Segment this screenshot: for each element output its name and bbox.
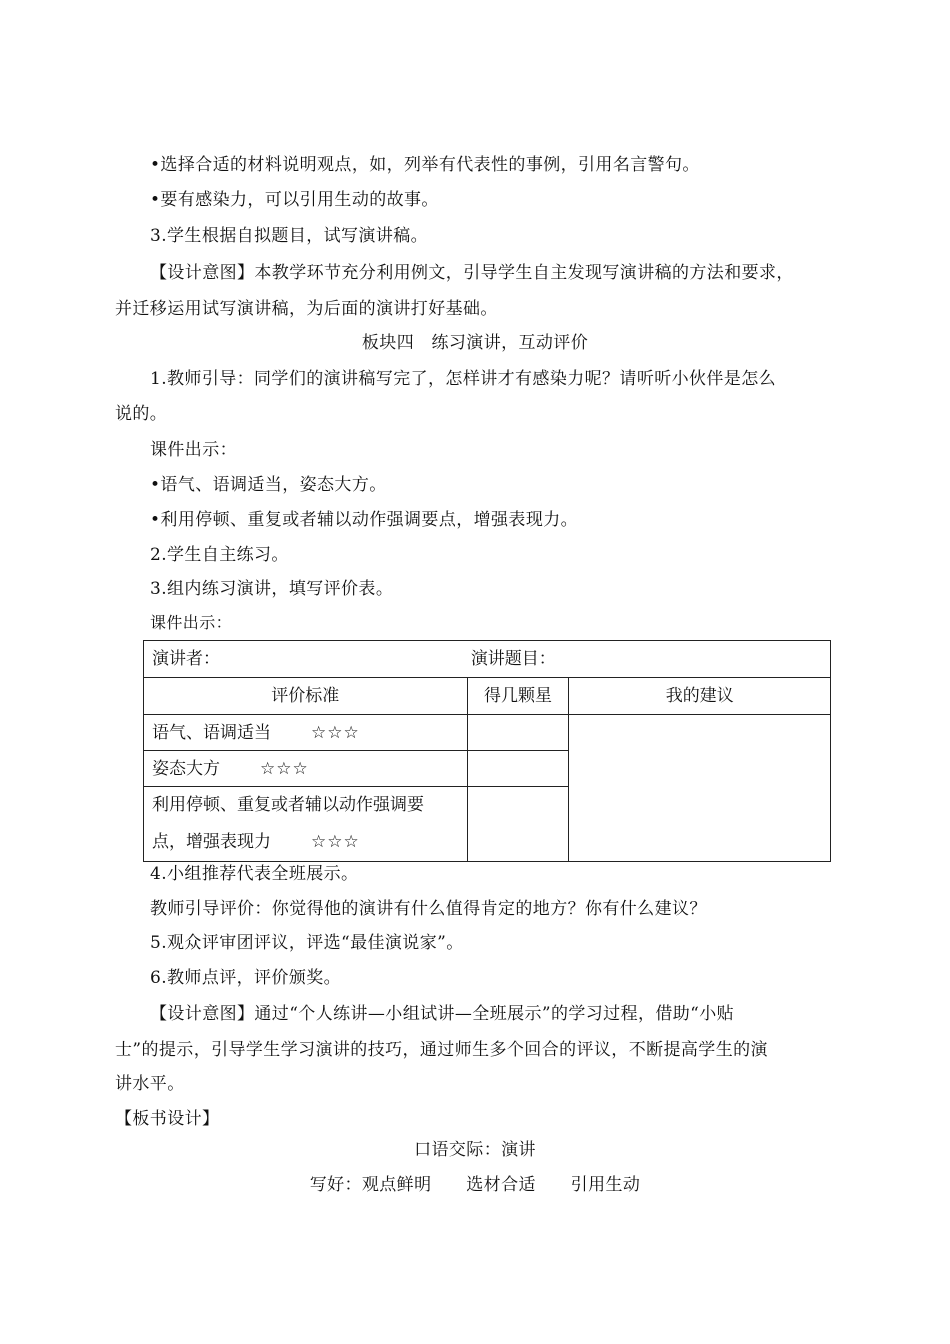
column-stars: 得几颗星 bbox=[467, 678, 569, 715]
board-title: 口语交际：演讲 bbox=[414, 1140, 536, 1160]
column-criteria: 评价标准 bbox=[144, 678, 468, 715]
suggestion-cell bbox=[569, 715, 831, 862]
step-6-award: 6.教师点评，评价颁奖。 bbox=[150, 968, 342, 988]
evaluation-table bbox=[143, 640, 831, 862]
design-intent-2-line3: 讲水平。 bbox=[115, 1074, 185, 1094]
stars-cell bbox=[467, 715, 569, 751]
teacher-guide-line1: 1.教师引导：同学们的演讲稿写完了，怎样讲才有感染力呢？请听听小伙伴是怎么 bbox=[150, 369, 777, 389]
design-intent-2-line1: 【设计意图】通过“个人练讲—小组试讲—全班展示”的学习过程，借助“小贴 bbox=[150, 1004, 735, 1024]
step-4-showcase: 4.小组推荐代表全班展示。 bbox=[150, 864, 359, 884]
step-5-audience: 5.观众评审团评议，评选“最佳演说家”。 bbox=[150, 933, 464, 953]
table-header-row bbox=[144, 641, 831, 678]
criterion-text: 点，增强表现力 bbox=[152, 832, 271, 852]
star-rating: ☆☆☆ bbox=[311, 722, 360, 743]
teacher-guide-line2: 说的。 bbox=[115, 404, 168, 424]
step-2-practice: 2.学生自主练习。 bbox=[150, 545, 289, 565]
step-3-group: 3.组内练习演讲，填写评价表。 bbox=[150, 579, 394, 599]
criterion-pause bbox=[144, 787, 468, 862]
board-design-heading: 【板书设计】 bbox=[115, 1109, 220, 1129]
star-rating: ☆☆☆ bbox=[311, 832, 360, 852]
bullet-appeal: •要有感染力，可以引用生动的故事。 bbox=[150, 190, 439, 210]
courseware-label-2: 课件出示： bbox=[150, 613, 233, 632]
bullet-pause: •利用停顿、重复或者辅以动作强调要点，增强表现力。 bbox=[150, 510, 579, 530]
board-points: 写好：观点鲜明 选材合适 引用生动 bbox=[309, 1175, 641, 1195]
design-intent-1-line2: 并迁移运用试写演讲稿，为后面的演讲打好基础。 bbox=[115, 299, 498, 319]
design-intent-1-line1: 【设计意图】本教学环节充分利用例文，引导学生自主发现写演讲稿的方法和要求， bbox=[150, 263, 794, 283]
criterion-text: 利用停顿、重复或者辅以动作强调要 bbox=[152, 795, 424, 815]
courseware-label-1: 课件出示： bbox=[150, 440, 237, 460]
criterion-posture bbox=[144, 751, 468, 787]
speaker-label: 演讲者： bbox=[152, 649, 220, 669]
criterion-text: 姿态大方 bbox=[152, 758, 220, 779]
teacher-evaluation: 教师引导评价：你觉得他的演讲有什么值得肯定的地方？你有什么建议？ bbox=[150, 899, 707, 919]
section-heading: 板块四 练习演讲，互动评价 bbox=[361, 333, 589, 353]
stars-cell bbox=[467, 751, 569, 787]
star-rating: ☆☆☆ bbox=[260, 758, 309, 779]
topic-label: 演讲题目： bbox=[470, 649, 556, 669]
step-3-draft: 3.学生根据自拟题目，试写演讲稿。 bbox=[150, 226, 429, 246]
bullet-material: •选择合适的材料说明观点，如，列举有代表性的事例，引用名言警句。 bbox=[150, 155, 700, 175]
bullet-tone: •语气、语调适当，姿态大方。 bbox=[150, 475, 387, 495]
design-intent-2-line2: 士”的提示，引导学生学习演讲的技巧，通过师生多个回合的评议，不断提高学生的演 bbox=[115, 1040, 768, 1060]
criterion-text: 语气、语调适当 bbox=[152, 722, 271, 743]
column-suggestion: 我的建议 bbox=[569, 678, 831, 715]
criterion-tone bbox=[144, 715, 468, 751]
stars-cell bbox=[467, 787, 569, 862]
